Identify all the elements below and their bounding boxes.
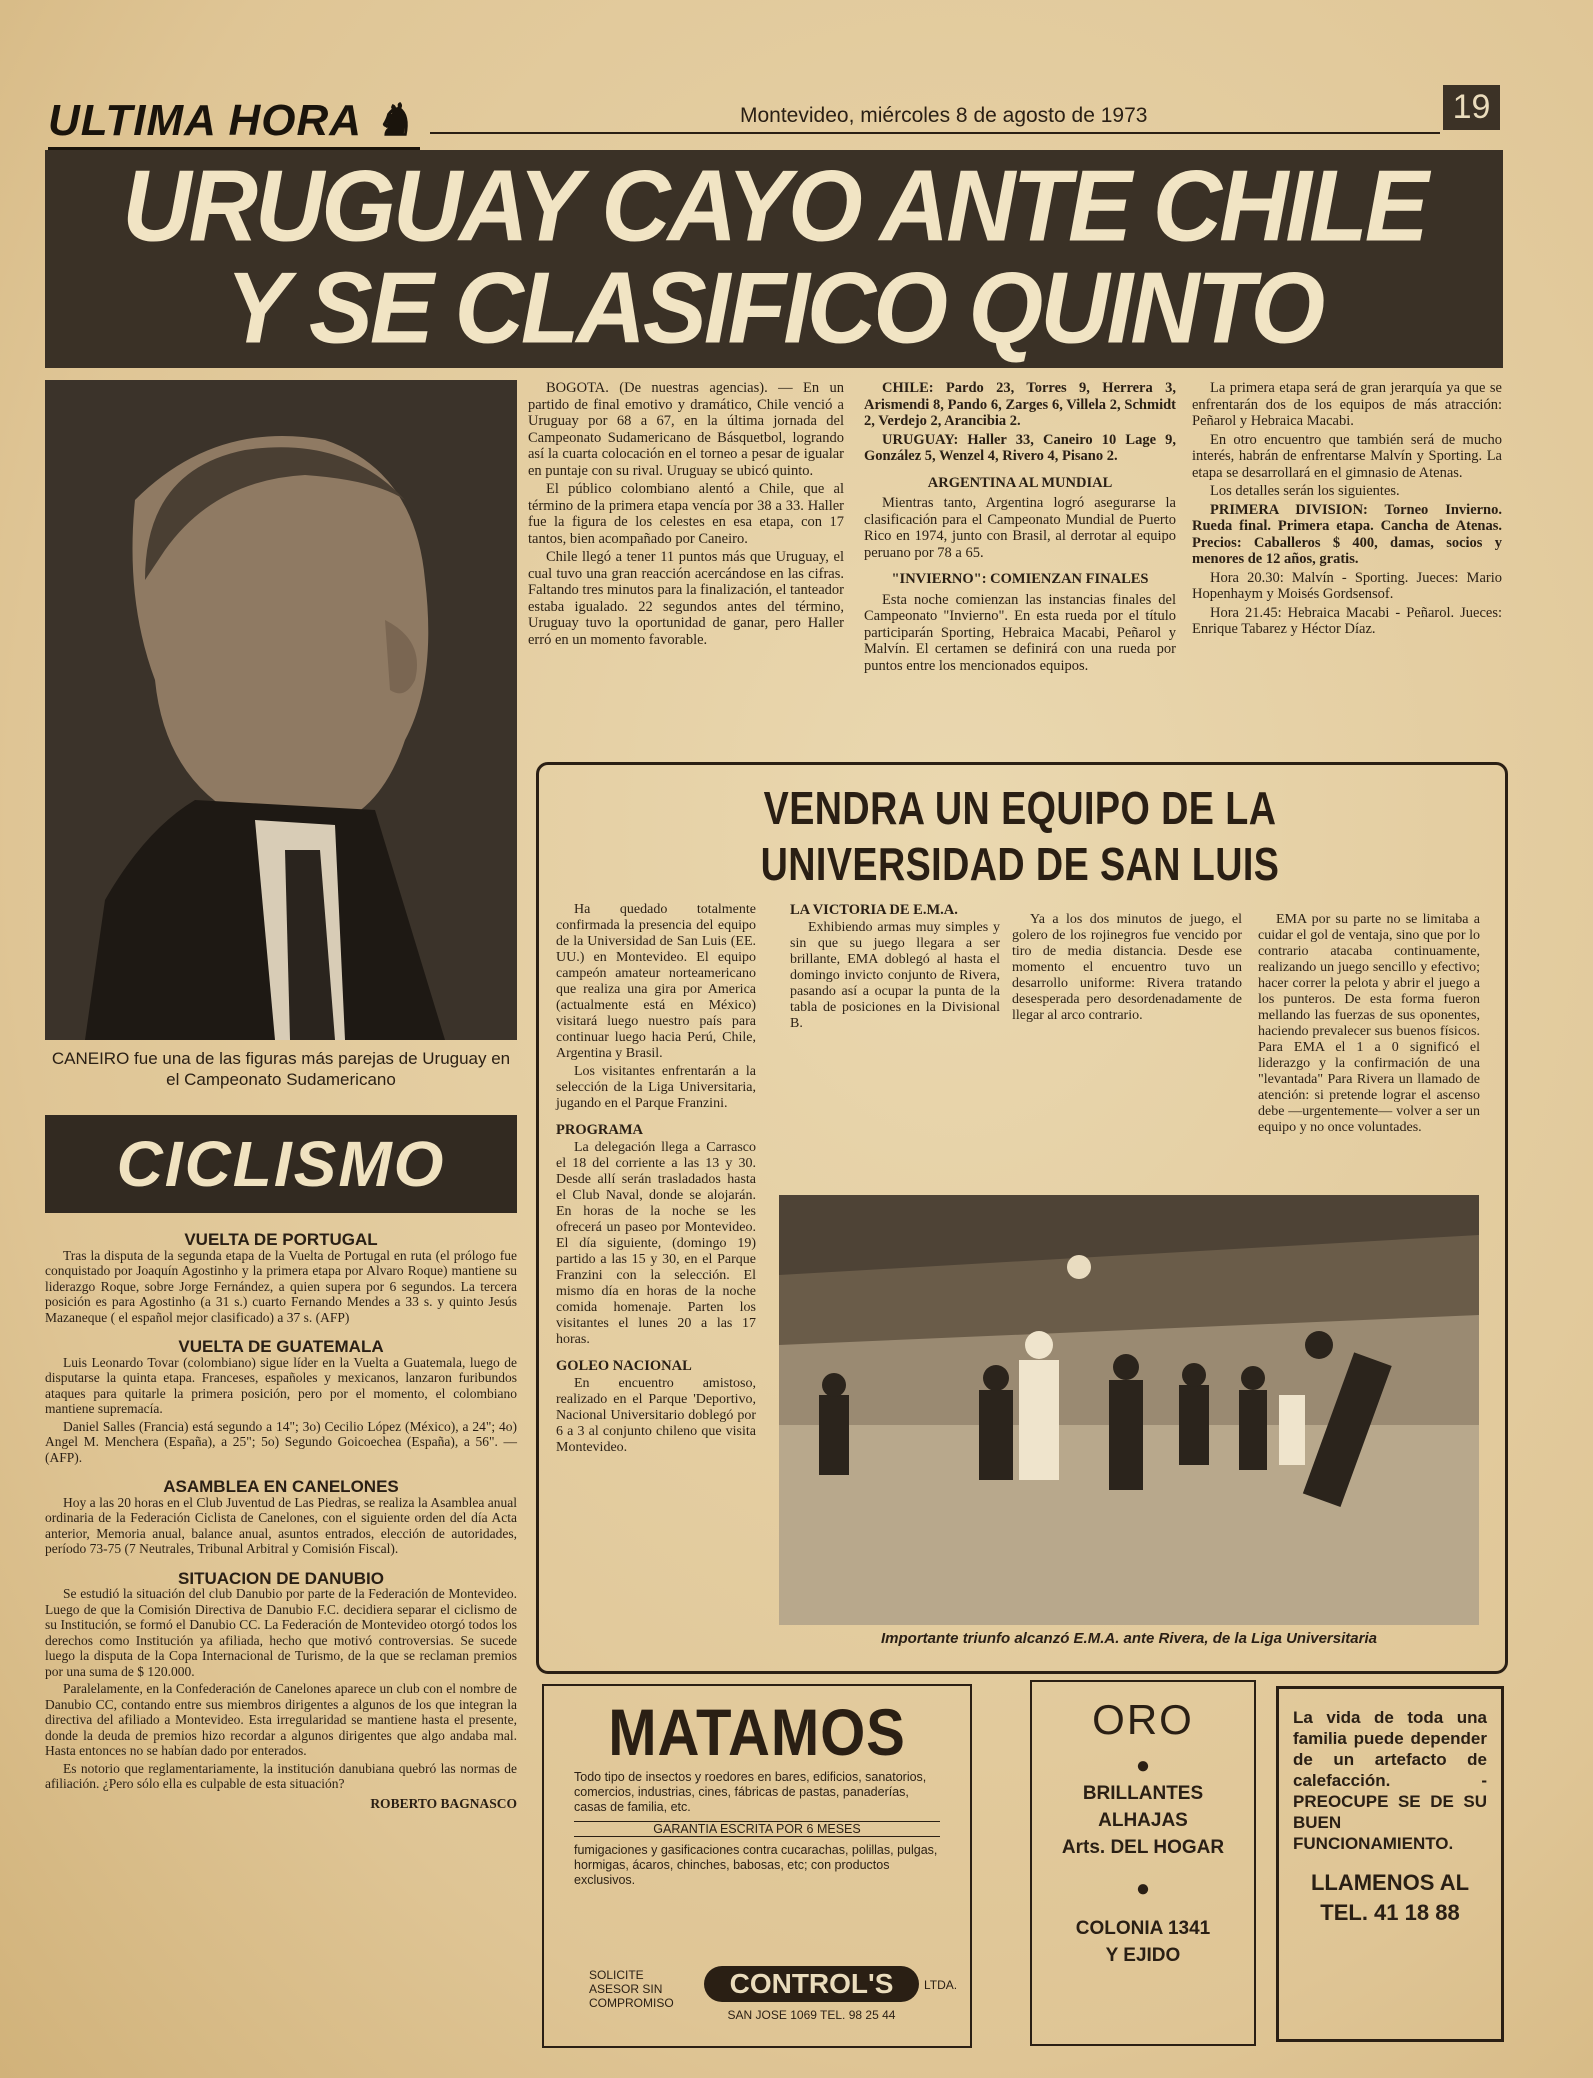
controls-brand: CONTROL'S xyxy=(704,1966,919,2002)
oro-ad xyxy=(1030,1680,1256,2046)
paragraph: Hora 21.45: Hebraica Macabi - Peñarol. Jueces: Enrique Tabarez y Héctor Díaz. xyxy=(1192,604,1502,637)
subhead-goleo: GOLEO NACIONAL xyxy=(556,1358,692,1374)
paragraph: Los visitantes enfrentarán a la selección de la Liga Universitaria, jugando en el Parque Franzini. xyxy=(556,1064,756,1111)
paragraph: La primera etapa será de gran jerarquía ya que se enfrentarán dos de los equipos de más atracción: Peñarol y Hebraica Macabi. xyxy=(1192,380,1502,429)
dot-icon: ● xyxy=(1135,1875,1151,1902)
paragraph: Tras la disputa de la segunda etapa de la Vuelta de Portugal en ruta (el prólogo fue conquistado por Joaquín Agostinho y la primera etapa por Alvaro Roque) mantiene su liderazgo Roque, sobre Jorge Fernández, a quien supera por 6 segundos. La tercera posición es para Agostinho (a 31 s.) cuarto Fernando Mendes a 33 s. y quinto Jesús Mazaneque ( el español mejor clasificado) a 37 s. (AFP) xyxy=(45,1247,517,1325)
matamos-text: Todo tipo de insectos y roedores en bares, edificios, sanatorios, comercios, industrias, cines, fábricas de pastas, panaderías, casas de familia, etc. xyxy=(574,1770,927,1814)
main-story-col1 xyxy=(528,380,844,650)
universidad-col1 xyxy=(556,902,756,1458)
paragraph: Hora 20.30: Malvín - Sporting. Jueces: Mario Hopenhaym y Moisés Gordsensof. xyxy=(1192,569,1502,602)
universidad-col3 xyxy=(1012,912,1242,1026)
paragraph: Paralelamente, en la Confederación de Canelones aparece un club con el nombre de Danubio CC, contando entre sus miembros dirigentes a algunos de los que integran la directiva del afiliado a Montevideo. Esta irregularidad se mantiene hasta el presente, donde la deuda de premios hizo recordar a algunos dirigentes que algo andaba mal. Hasta entonces no se habían dado por enterados. xyxy=(45,1681,517,1758)
oro-address1: COLONIA 1341 xyxy=(1075,1918,1211,1939)
oro-line2: ALHAJAS xyxy=(1098,1810,1188,1831)
match-scene-drawing xyxy=(779,1195,1479,1625)
paragraph: Ya a los dos minutos de juego, el golero de los rojinegros fue vencido por tiro de media distancia. Desde ese momento el encuentro tuvo un desarrollo uniforme: Rivera tratando desesperada pero desordenadamente de llegar al arco contrario. xyxy=(1012,912,1242,1023)
dateline: Montevideo, miércoles 8 de agosto de 1973 xyxy=(740,104,1148,127)
paragraph: En otro encuentro que también será de mucho interés, habrán de enfrentarse Malvín y Sporting. La etapa se desarrollará en el gimnasio de Atenas. xyxy=(1192,431,1502,481)
paragraph: PRIMERA DIVISION: Torneo Invierno. Rueda final. Primera etapa. Cancha de Atenas. Precios: Caballeros $ 400, damas, socios y menores de 12 años, gratis. xyxy=(1192,501,1502,567)
byline: ROBERTO BAGNASCO xyxy=(370,1795,517,1811)
paragraph: BOGOTA. (De nuestras agencias). — En un partido de final emotivo y dramático, Chile venció a Uruguay por 68 a 67, en la última jornada del Campeonato Sudamericano de Básquetbol, logrando así la cuarta colocación en el torneo a pesar de igualar en puntaje con su rival. Uruguay se ubicó quinto. xyxy=(528,380,844,479)
paragraph: Mientras tanto, Argentina logró asegurarse la clasificación para el Campeonato Mundial de Puerto Rico en 1974, junto con Brasil, al derrotar al equipo peruano por 78 a 65. xyxy=(864,495,1176,561)
subhead-argentina: ARGENTINA AL MUNDIAL xyxy=(927,474,1113,491)
matamos-ad xyxy=(542,1684,972,2048)
matamos-address: SAN JOSE 1069 TEL. 98 25 44 xyxy=(727,2008,896,2022)
paragraph: Hoy a las 20 horas en el Club Juventud de Las Piedras, se realiza la Asamblea anual ordinaria de la Federación Ciclista de Canelones, con el siguiente orden del día Acta anterior, Memoria anual, balance anual, asuntos entrados, elección de autoridades, período 73-75 (7 Neutrales, Tribunal Arbitral y Comisión Fiscal). xyxy=(45,1494,517,1556)
matamos-title: MATAMOS xyxy=(608,1695,906,1769)
match-photo-caption: Importante triunfo alcanzó E.M.A. ante Rivera, de la Liga Universitaria xyxy=(881,1630,1377,1647)
headline-line2: Y SE CLASIFICO QUINTO xyxy=(225,252,1323,365)
caneiro-photo-caption: CANEIRO fue una de las figuras más parejas de Uruguay en el Campeonato Sudamericano xyxy=(51,1049,511,1089)
universidad-title: VENDRA UN EQUIPO DE LA UNIVERSIDAD DE SAN LUIS xyxy=(760,782,1280,890)
chile-scorers: CHILE: Pardo 23, Torres 9, Herrera 3, Arismendi 8, Pando 6, Zarges 6, Villela 2, Schmidt 2, Verdejo 2, Arancibia 2. xyxy=(864,380,1176,429)
main-story-col2 xyxy=(864,380,1176,676)
paragraph: Luis Leonardo Tovar (colombiano) sigue líder en la Vuelta a Guatemala, luego de disputarse la quinta etapa. Franceses, españoles y mexicanos, lanzaron furibundos ataques para quitarle la primera posición, pero por el momento, el colombiano mantiene supremacía. xyxy=(45,1354,517,1416)
football-match-photo xyxy=(779,1195,1479,1625)
oro-line3: Arts. DEL HOGAR xyxy=(1061,1837,1225,1858)
horse-rider-icon: ♞ xyxy=(373,96,415,145)
newspaper-logo: ULTIMA HORA ♞ xyxy=(48,95,420,152)
oro-address2: Y EJIDO xyxy=(1105,1945,1181,1966)
subhead-invierno: "INVIERNO": COMIENZAN FINALES xyxy=(891,571,1149,587)
paragraph: Exhibiendo armas muy simples y sin que su juego llegara a ser brillante, EMA doblegó al hasta el domingo invicto conjunto de Rivera, pasando así a ocupar la punta de la tabla de posiciones en la Divisional B. xyxy=(790,920,1000,1031)
caneiro-portrait-drawing xyxy=(45,380,517,1040)
main-story-col3 xyxy=(1192,380,1502,640)
ciclismo-section xyxy=(45,1232,517,1811)
universidad-col2 xyxy=(790,902,1000,1034)
universidad-col4 xyxy=(1258,912,1480,1138)
matamos-ltda: LTDA. xyxy=(924,1978,958,1992)
paragraph: La delegación llega a Carrasco el 18 del corriente a las 13 y 30. Desde allí serán trasladados hasta el Club Naval, donde se alojarán. En horas de la noche se les ofrecerá un paseo por Montevideo. El día siguiente, (domingo 19) partido a las 15 y 30, en el Parque Franzini con la selección. El mismo día en horas de la noche comida homenaje. Parten los visitantes el lunes 20 a las 17 horas. xyxy=(556,1140,756,1347)
headline-line1: URUGUAY CAYO ANTE CHILE xyxy=(122,150,1426,263)
section-title: VUELTA DE GUATEMALA xyxy=(178,1337,384,1356)
paragraph: En encuentro amistoso, realizado en el Parque 'Deportivo, Nacional Universitario doblegó por 6 a 3 al conjunto chileno que visita Montevideo. xyxy=(556,1376,756,1455)
paragraph: Chile llegó a tener 11 puntos más que Uruguay, el cual tuvo una gran reacción acercándose en las cifras. Faltando tres minutos para la finalización, el tanteador estaba igualado. 22 segundos antes del término, Uruguay tuvo la oportunidad de ganar, pero Haller erró en un momento favorable. xyxy=(528,549,844,648)
paragraph: EMA por su parte no se limitaba a cuidar el gol de ventaja, sino que por lo contrario atacaba continuamente, realizando un juego sencillo y efectivo; hacer correr la pelota y abrir el juego a los punteros. De esta forma fueron mellando las fuerzas de sus oponentes, haciendo prevalecer sus buenos físicos. Para EMA el 1 a 0 significó el liderazgo y la confirmación de una "levantada" Para Rivera un llamado de atención: si pretende lograr el ascenso debe —urgentemente— volver a ser un equipo y no once voluntades. xyxy=(1258,912,1480,1135)
uruguay-scorers: URUGUAY: Haller 33, Caneiro 10 Lage 9, González 5, Wenzel 4, Rivero 4, Pisano 2. xyxy=(864,431,1176,464)
caneiro-photo xyxy=(45,380,517,1040)
paragraph: El público colombiano alentó a Chile, que al término de la primera etapa vencía por 38 a 33. Haller fue la figura de los celestes en esa etapa, con 17 tantos, bien acompañado por Caneiro. xyxy=(528,481,844,547)
calefactor-ad xyxy=(1276,1686,1504,2042)
matamos-solicite: SOLICITE ASESOR SIN COMPROMISO xyxy=(589,1968,674,2010)
dot-icon: ● xyxy=(1135,1752,1151,1779)
paragraph: Daniel Salles (Francia) está segundo a 14"; 3o) Cecilio López (México), a 24"; 4o) Angel M. Menchera (España), a 25"; 5o) Segundo Goicoechea (España), a 56". — (AFP). xyxy=(45,1418,517,1465)
oro-title: ORO xyxy=(1092,1696,1194,1743)
oro-line1: BRILLANTES xyxy=(1082,1783,1204,1804)
subhead-programa: PROGRAMA xyxy=(556,1122,643,1138)
matamos-text2: fumigaciones y gasificaciones contra cucarachas, polillas, pulgas, hormigas, ácaros, chinches, babosas, etc; con productos exclusivos. xyxy=(574,1843,938,1887)
ciclismo-banner: CICLISMO xyxy=(45,1115,517,1213)
calefactor-phone: TEL. 41 18 88 xyxy=(1320,1900,1460,1925)
subhead-victoria: LA VICTORIA DE E.M.A. xyxy=(790,902,958,918)
matamos-guarantee: GARANTIA ESCRITA POR 6 MESES xyxy=(574,1821,940,1837)
section-title: VUELTA DE PORTUGAL xyxy=(184,1230,378,1249)
section-title: ASAMBLEA EN CANELONES xyxy=(163,1477,399,1496)
section-title: SITUACION DE DANUBIO xyxy=(178,1568,384,1588)
paragraph: Se estudió la situación del club Danubio por parte de la Federación de Montevideo. Luego de que la Comisión Directiva de Danubio F.C. decidiera separar el ciclismo de su Institución, se formó el Danubio CC. La Federación de Montevideo otorgó todos los derechos como Institución ya afiliada, hecho que motivó controversias. Se sucede luego la disputa de la Copa Internacional de Turismo, de la que se reclaman premios por una suma de $ 120.000. xyxy=(45,1586,517,1679)
paragraph: Es notorio que reglamentariamente, la institución danubiana quebró las normas de afiliación. ¿Pero sólo ella es culpable de esta situación? xyxy=(45,1760,517,1791)
paragraph: Los detalles serán los siguientes. xyxy=(1210,483,1400,499)
calefactor-cta1: LLAMENOS AL xyxy=(1310,1870,1470,1895)
paragraph: Ha quedado totalmente confirmada la presencia del equipo de la Universidad de San Luis (EE. UU.) en Montevideo. El equipo campeón amateur norteamericano que realiza una gira por America (actualmente está en México) visitará luego nuestro país para continuar luego hacia Perú, Chile, Argentina y Brasil. xyxy=(556,902,756,1061)
paragraph: Esta noche comienzan las instancias finales del Campeonato "Invierno". En esta rueda por el título participarán Sporting, Hebraica Macabi, Peñarol y Malvín. El certamen se definirá con una rueda por puntos entre los mencionados equipos. xyxy=(864,591,1176,674)
headline-banner xyxy=(45,150,1503,368)
masthead-rule xyxy=(430,132,1440,134)
page-number: 19 xyxy=(1443,85,1500,130)
calefactor-text: La vida de toda una familia puede depender de un artefacto de calefacción. - PREOCUPE SE DE SU BUEN FUNCIONAMIENTO. xyxy=(1293,1708,1487,1853)
